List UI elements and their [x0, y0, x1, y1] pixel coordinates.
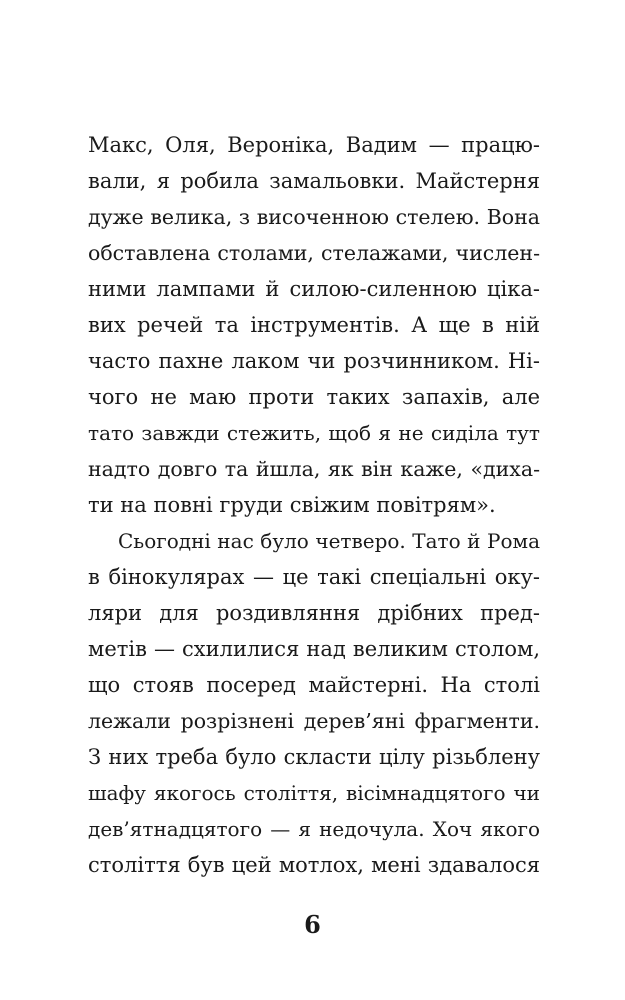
text-line: З них треба було скласти цілу різьблену: [88, 745, 540, 769]
text-line: лежали розрізнені дерев’яні фрагменти.: [88, 709, 540, 733]
text-line: вали, я робила замальовки. Майстерня: [88, 169, 540, 193]
text-line: століття був цей мотлох, мені здавалося: [88, 853, 540, 877]
text-line: вих речей та інструментів. А ще в ній: [88, 313, 540, 337]
text-line: дев’ятнадцятого — я недочула. Хоч якого: [88, 817, 540, 841]
text-line: Макс, Оля, Вероніка, Вадим — працю-: [88, 133, 540, 157]
text-line: надто довго та йшла, як він каже, «диха-: [88, 457, 540, 481]
text-line: що стояв посеред майстерні. На столі: [88, 673, 540, 697]
text-line: метів — схилилися над великим столом,: [88, 637, 540, 661]
text-line: ляри для роздивляння дрібних пред-: [88, 601, 540, 625]
text-line: чого не маю проти таких запахів, але: [88, 385, 540, 409]
text-line: тато завжди стежить, щоб я не сиділа тут: [88, 421, 540, 445]
text-line: ними лампами й силою-силенною ціка-: [88, 277, 540, 301]
page-number: 6: [304, 910, 321, 939]
text-line: шафу якогось століття, вісімнадцятого чи: [88, 781, 540, 805]
text-line: дуже велика, з височенною стелею. Вона: [88, 205, 540, 229]
text-line: ти на повні груди свіжим повітрям».: [88, 493, 496, 517]
text-line: обставлена столами, стелажами, числен-: [88, 241, 540, 265]
text-line: в бінокулярах — це такі спеціальні оку-: [88, 565, 540, 589]
text-line: часто пахне лаком чи розчинником. Ні-: [88, 349, 540, 373]
text-line: Сьогодні нас було четверо. Тато й Рома: [118, 529, 540, 553]
